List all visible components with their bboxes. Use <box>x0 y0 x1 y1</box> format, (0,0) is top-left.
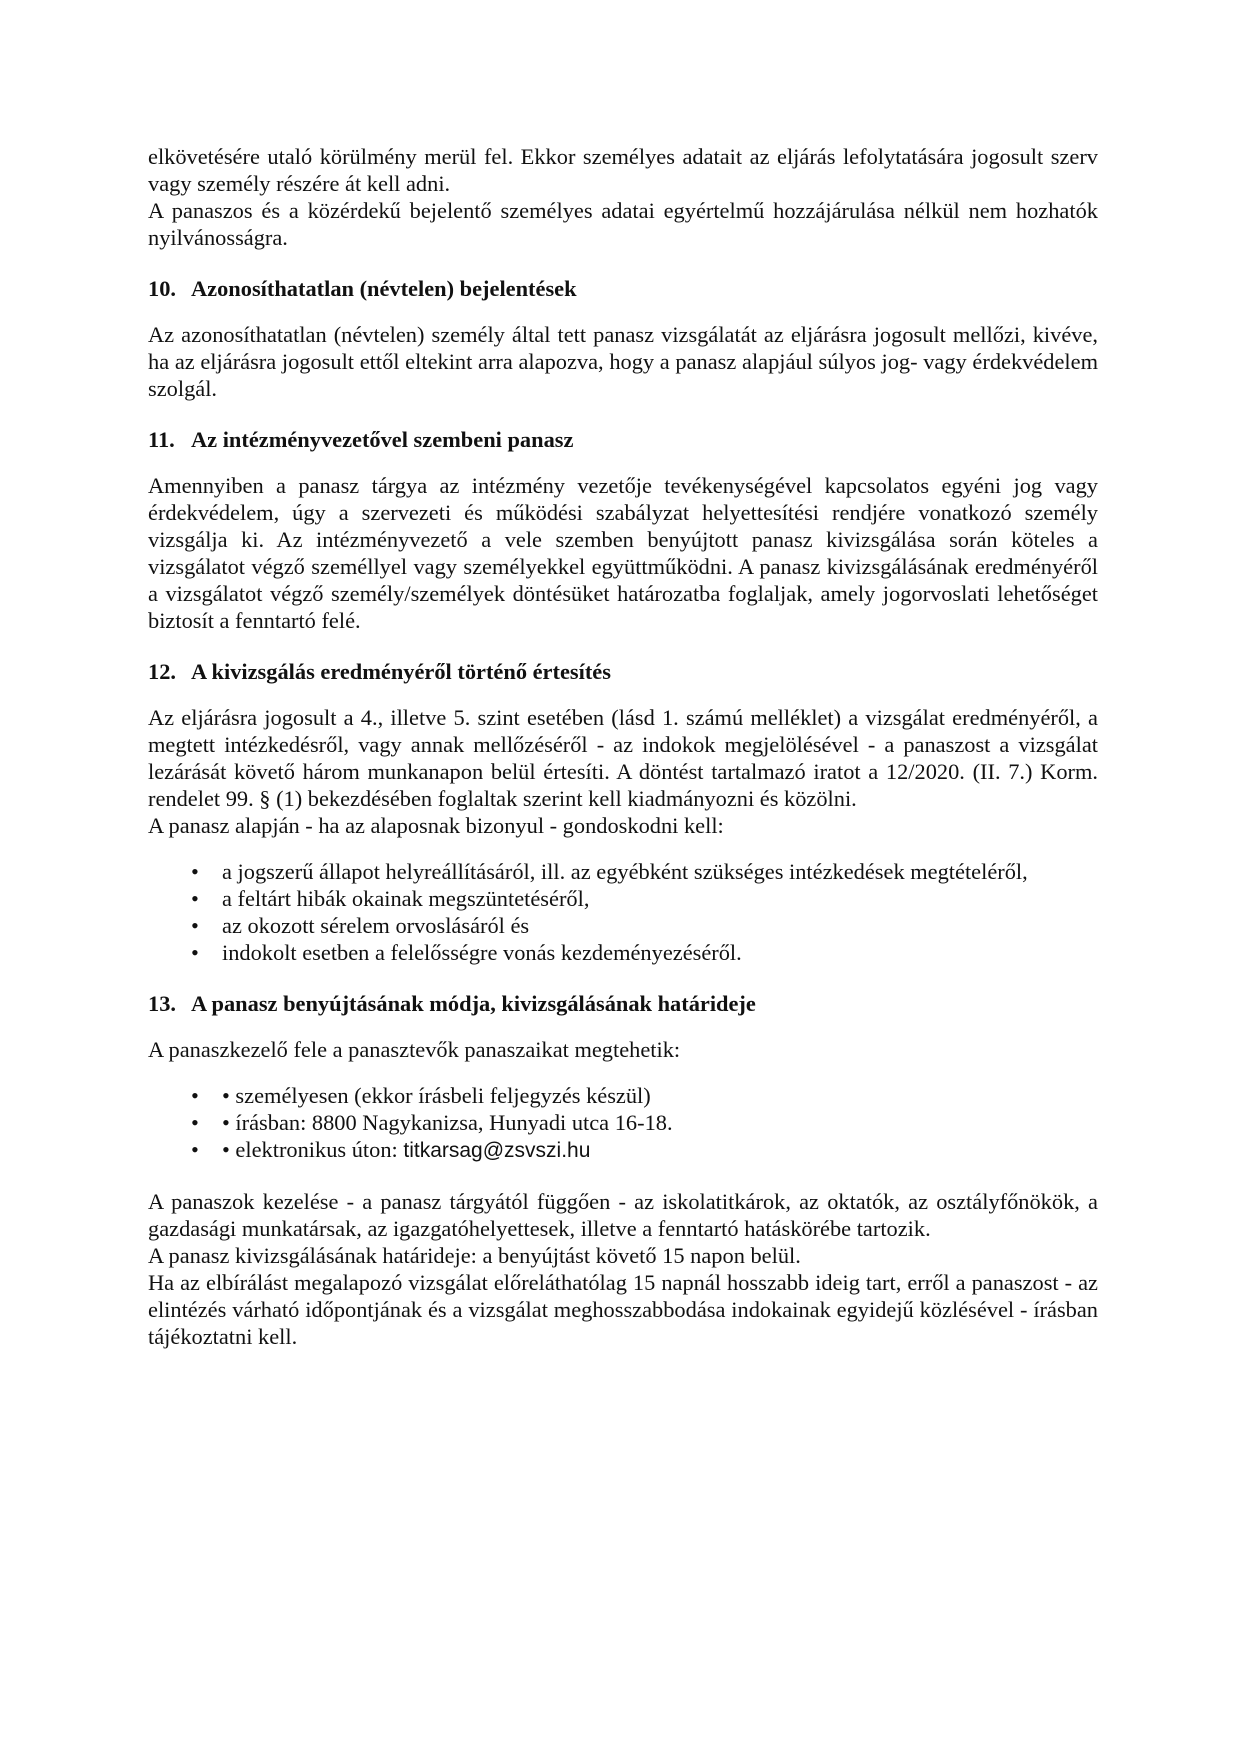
bullet-icon: • <box>191 1083 199 1108</box>
section-paragraph: Amennyiben a panasz tárgya az intézmény vezetője tevékenységével kapcsolatos egyéni jog vagy érdekvédelem, úgy a szervezeti és működési szabályzat helyettesítési rendjére vonatkozó személy vizsgálja ki. Az intézményvezető a vele szemben benyújtott panasz kivizsgálása során köteles a vizsgálatot végző személlyel vagy személyekkel együttműködni. A panasz kivizsgálásának eredményéről a vizsgálatot végző személy/személyek döntésüket határozatba foglaljak, amely jogorvoslati lehetőséget biztosít a fenntartó felé. <box>148 473 1098 633</box>
section-paragraph: Ha az elbírálást megalapozó vizsgálat előreláthatólag 15 napnál hosszabb ideig tart, erről a panaszost - az elintézés várható időpontjának és a vizsgálat meghosszabbodása indokainak egyidejű közlésével - írásban tájékoztatni kell. <box>148 1270 1098 1349</box>
list-item: • a jogszerű állapot helyreállításáról, ill. az egyébként szükséges intézkedések megtételéről, <box>191 859 1028 884</box>
list-item: • indokolt esetben a felelősségre vonás kezdeményezéséről. <box>191 940 742 965</box>
document-page <box>148 143 1098 1350</box>
section-11 <box>148 426 1098 634</box>
section-heading <box>148 275 1098 302</box>
intro-paragraph: elkövetésére utaló körülmény merül fel. Ekkor személyes adatait az eljárás lefolytatására jogosult szerv vagy személy részére át kell adni. <box>148 144 1098 196</box>
bullet-icon: • <box>191 1137 199 1162</box>
section-13 <box>148 990 1098 1350</box>
bullet-list <box>148 1082 1098 1164</box>
section-title: Az intézményvezetővel szembeni panasz <box>191 427 574 452</box>
bullet-list <box>148 858 1098 966</box>
bullet-icon: • <box>191 886 199 911</box>
intro-block <box>148 143 1098 251</box>
bullet-icon: • <box>191 913 199 938</box>
bullet-icon: • <box>191 1110 199 1135</box>
list-item: • a feltárt hibák okainak megszüntetéséről, <box>191 886 590 911</box>
section-paragraph: A panaszkezelő fele a panasztevők panaszaikat megtehetik: <box>148 1037 681 1062</box>
section-12 <box>148 658 1098 966</box>
list-item: • • elektronikus úton: titkarsag@zsvszi.hu <box>191 1137 591 1162</box>
section-paragraph: A panasz kivizsgálásának határideje: a benyújtást követő 15 napon belül. <box>148 1243 801 1268</box>
section-title: A panasz benyújtásának módja, kivizsgálásának határideje <box>191 991 756 1016</box>
section-heading <box>148 990 1098 1017</box>
section-paragraph: Az azonosíthatatlan (névtelen) személy által tett panasz vizsgálatát az eljárásra jogosult mellőzi, kivéve, ha az eljárásra jogosult ettől eltekint arra alapozva, hogy a panasz alapjául súlyos jog- vagy érdekvédelem szolgál. <box>148 322 1098 401</box>
bullet-icon: • <box>191 859 199 884</box>
section-number: 12. <box>148 659 176 684</box>
intro-paragraph: A panaszos és a közérdekű bejelentő személyes adatai egyértelmű hozzájárulása nélkül nem hozhatók nyilvánosságra. <box>148 198 1098 250</box>
email-link[interactable]: titkarsag@zsvszi.hu <box>403 1139 591 1162</box>
list-item: • az okozott sérelem orvoslásáról és <box>191 913 530 938</box>
section-10 <box>148 275 1098 402</box>
section-number: 11. <box>148 427 175 452</box>
list-item: • • írásban: 8800 Nagykanizsa, Hunyadi utca 16-18. <box>191 1110 673 1135</box>
list-item: • • személyesen (ekkor írásbeli feljegyzés készül) <box>191 1083 651 1108</box>
section-heading <box>148 658 1098 685</box>
section-paragraph: Az eljárásra jogosult a 4., illetve 5. szint esetében (lásd 1. számú melléklet) a vizsgálat eredményéről, a megtett intézkedésről, vagy annak mellőzéséről - az indokok megjelölésével - a panaszost a vizsgálat lezárását követő három munkanapon belül értesíti. A döntést tartalmazó iratot a 12/2020. (II. 7.) Korm. rendelet 99. § (1) bekezdésében foglaltak szerint kell kiadmányozni és közölni. <box>148 705 1098 811</box>
section-title: A kivizsgálás eredményéről történő értesítés <box>191 659 611 684</box>
section-paragraph: A panasz alapján - ha az alaposnak bizonyul - gondoskodni kell: <box>148 813 724 838</box>
section-number: 13. <box>148 991 176 1016</box>
section-title: Azonosíthatatlan (névtelen) bejelentések <box>191 276 577 301</box>
section-heading <box>148 426 1098 453</box>
section-paragraph: A panaszok kezelése - a panasz tárgyától függően - az iskolatitkárok, az oktatók, az osztályfőnökök, a gazdasági munkatársak, az igazgatóhelyettesek, illetve a fenntartó hatáskörébe tartozik. <box>148 1189 1098 1241</box>
bullet-icon: • <box>191 940 199 965</box>
section-number: 10. <box>148 276 176 301</box>
